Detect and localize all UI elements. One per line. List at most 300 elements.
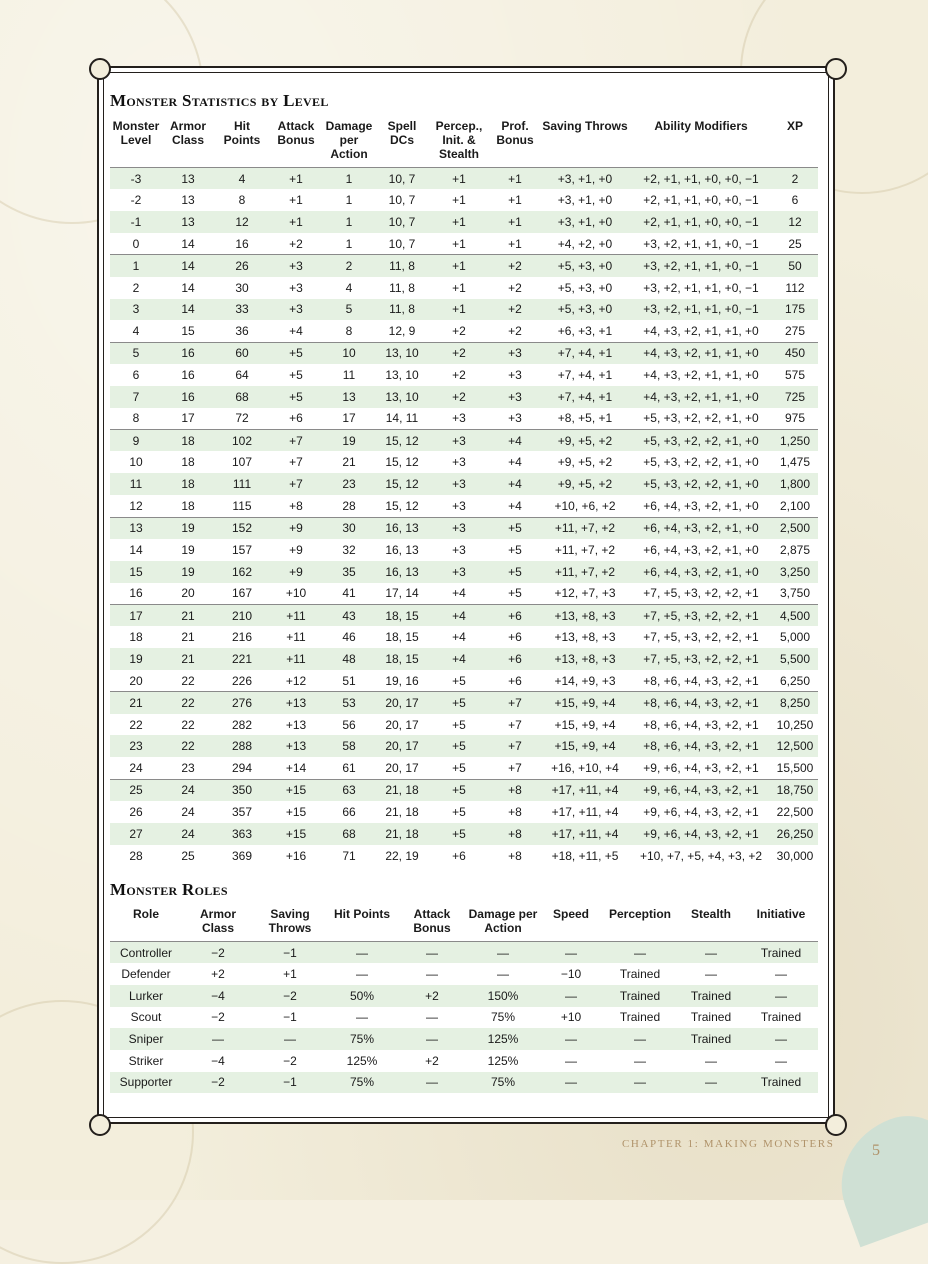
table-cell: +9, +6, +4, +3, +2, +1 [643, 760, 759, 775]
table-cell: — [634, 1053, 646, 1068]
table-cell: 12, 9 [388, 324, 416, 339]
table-cell: — [540, 942, 602, 964]
table-cell: +6, +3, +1 [557, 324, 613, 339]
table-cell: 28 [129, 848, 143, 863]
table-cell: 21 [342, 455, 356, 470]
table-cell: +5 [452, 804, 466, 819]
table-cell: 64 [235, 368, 249, 383]
table-cell: +3 [452, 498, 466, 513]
stats-row [110, 451, 818, 473]
table-cell: 61 [342, 760, 356, 775]
table-cell: 5 [110, 342, 162, 364]
table-cell: Trained [678, 985, 744, 1007]
table-cell: — [744, 985, 818, 1007]
table-cell: 107 [231, 455, 253, 470]
table-cell: 12 [772, 211, 818, 233]
table-cell: 18 [181, 455, 195, 470]
table-cell: +2 [452, 368, 466, 383]
stats-row [110, 714, 818, 736]
table-cell: — [426, 1010, 438, 1025]
table-cell: 68 [214, 386, 270, 408]
stats-row [110, 779, 818, 801]
table-cell: 16 [181, 368, 195, 383]
table-cell: +7, +5, +3, +2, +2, +1 [643, 586, 759, 601]
table-cell: 13 [322, 386, 376, 408]
table-cell: +5 [490, 561, 540, 583]
table-cell: 13, 10 [385, 368, 419, 383]
table-cell: +14 [285, 760, 307, 775]
table-cell: +15, +9, +4 [554, 717, 616, 732]
table-cell: +1 [428, 211, 490, 233]
table-cell: 16, 13 [385, 542, 419, 557]
table-cell: Trained [744, 1072, 818, 1094]
footer-chapter-title: CHAPTER 1: MAKING MONSTERS [622, 1138, 835, 1150]
table-cell: 50% [326, 985, 398, 1007]
table-cell: +16, +10, +4 [551, 760, 619, 775]
table-cell: 276 [214, 692, 270, 714]
table-cell: Trained [760, 1010, 802, 1025]
table-cell: 60 [214, 342, 270, 364]
table-cell: 10,250 [776, 717, 814, 732]
stats-row [110, 277, 818, 299]
table-cell: +2, +1, +1, +0, +0, −1 [630, 211, 772, 233]
stats-row [110, 583, 818, 605]
table-cell: 9 [110, 430, 162, 452]
table-cell: 12 [129, 498, 143, 513]
table-cell: 18, 15 [385, 630, 419, 645]
table-cell: 8,250 [772, 692, 818, 714]
role-row [110, 942, 818, 964]
table-cell: 175 [772, 299, 818, 321]
table-cell: 22,500 [776, 804, 814, 819]
table-cell: 18 [162, 473, 214, 495]
stats-row [110, 233, 818, 255]
table-cell: Trained [678, 1028, 744, 1050]
table-cell: +15 [270, 823, 322, 845]
stats-row [110, 408, 818, 430]
table-cell: +8 [490, 823, 540, 845]
table-cell: +7 [270, 430, 322, 452]
table-cell: +5 [270, 386, 322, 408]
table-cell: 17, 14 [385, 586, 419, 601]
table-cell: +6, +4, +3, +2, +1, +0 [630, 517, 772, 539]
table-cell: +8, +6, +4, +3, +2, +1 [643, 717, 759, 732]
table-cell: 48 [322, 648, 376, 670]
stats-row [110, 626, 818, 648]
table-cell: 725 [772, 386, 818, 408]
column-header: Spell DCs [387, 119, 417, 147]
table-cell: 26 [214, 255, 270, 277]
table-cell: 13 [162, 211, 214, 233]
table-cell: +3, +1, +0 [540, 211, 630, 233]
table-cell: 8 [238, 193, 246, 208]
table-cell: +3 [428, 473, 490, 495]
table-cell: 19 [181, 542, 195, 557]
monster-statistics-table [110, 119, 818, 867]
table-cell: 0 [132, 236, 140, 251]
table-cell: +5 [428, 779, 490, 801]
table-cell: 17 [181, 411, 195, 426]
table-cell: +7 [508, 760, 522, 775]
table-cell: +13, +8, +3 [540, 604, 630, 626]
table-cell: +5, +3, +2, +2, +1, +0 [630, 473, 772, 495]
table-cell: 19 [162, 517, 214, 539]
table-cell: Defender [121, 967, 171, 982]
table-cell: −2 [211, 1010, 225, 1025]
table-cell: Trained [744, 942, 818, 964]
table-cell: −4 [211, 1053, 225, 1068]
table-cell: 15, 12 [385, 455, 419, 470]
table-cell: — [254, 1028, 326, 1050]
table-cell: 68 [322, 823, 376, 845]
table-cell: +15 [285, 804, 307, 819]
stats-header-row [110, 119, 818, 168]
table-cell: 21 [162, 604, 214, 626]
table-cell: +3, +2, +1, +1, +0, −1 [643, 236, 759, 251]
table-cell: +5 [452, 673, 466, 688]
table-cell: 11, 8 [376, 255, 428, 277]
table-cell: +14, +9, +3 [554, 673, 616, 688]
table-cell: +3, +1, +0 [540, 168, 630, 190]
table-cell: 63 [322, 779, 376, 801]
table-cell: 10 [129, 455, 143, 470]
table-cell: 1,800 [772, 473, 818, 495]
table-cell: 3 [110, 299, 162, 321]
table-cell: +11 [270, 604, 322, 626]
table-cell: 16, 13 [376, 561, 428, 583]
table-cell: — [678, 942, 744, 964]
table-cell: +7, +5, +3, +2, +2, +1 [630, 604, 772, 626]
table-cell: +5, +3, +2, +2, +1, +0 [643, 455, 759, 470]
table-cell: +3, +2, +1, +1, +0, −1 [630, 299, 772, 321]
table-cell: 4 [214, 168, 270, 190]
table-cell: +11, +7, +2 [540, 517, 630, 539]
table-cell: +3 [452, 411, 466, 426]
table-cell: +2 [508, 324, 522, 339]
table-cell: +2 [452, 324, 466, 339]
table-cell: +1 [490, 211, 540, 233]
table-cell: 5,500 [772, 648, 818, 670]
table-cell: +9, +6, +4, +3, +2, +1 [643, 804, 759, 819]
table-cell: 17 [110, 604, 162, 626]
table-cell: +5 [452, 760, 466, 775]
table-cell: +2 [289, 236, 303, 251]
table-cell: 1 [322, 168, 376, 190]
table-cell: +13 [270, 735, 322, 757]
table-cell: 450 [772, 342, 818, 364]
table-cell: +1 [508, 236, 522, 251]
stats-row [110, 845, 818, 867]
table-cell: 51 [342, 673, 356, 688]
stats-row [110, 168, 818, 190]
table-cell: 35 [322, 561, 376, 583]
table-cell: +1 [428, 299, 490, 321]
column-header: Role [132, 907, 159, 921]
table-cell: 18, 15 [376, 604, 428, 626]
table-cell: 41 [342, 586, 356, 601]
stats-row [110, 757, 818, 779]
table-cell: +9 [270, 561, 322, 583]
table-cell: +4 [452, 630, 466, 645]
table-cell: +9, +5, +2 [540, 473, 630, 495]
frame-corner-ornament [89, 1114, 111, 1136]
table-cell: 282 [231, 717, 253, 732]
stats-row [110, 473, 818, 495]
table-cell: +5, +3, +2, +2, +1, +0 [643, 411, 759, 426]
table-cell: 14 [129, 542, 143, 557]
table-cell: +17, +11, +4 [551, 804, 619, 819]
table-cell: 1 [345, 193, 353, 208]
table-cell: 30 [322, 517, 376, 539]
table-cell: 2 [772, 168, 818, 190]
table-cell: 10, 7 [388, 193, 416, 208]
stats-row [110, 648, 818, 670]
table-cell: +9, +6, +4, +3, +2, +1 [630, 823, 772, 845]
table-cell: 30 [235, 280, 249, 295]
table-cell: 26 [129, 804, 143, 819]
table-cell: +1 [452, 280, 466, 295]
table-cell: +3 [508, 411, 522, 426]
table-cell: Trained [619, 967, 661, 982]
table-cell: −4 [182, 985, 254, 1007]
table-cell: +5 [508, 542, 522, 557]
table-cell: 15 [181, 324, 195, 339]
table-cell: +12, +7, +3 [554, 586, 616, 601]
table-cell: +13 [285, 717, 307, 732]
table-cell: +8 [508, 804, 522, 819]
table-cell: 58 [322, 735, 376, 757]
table-cell: +3, +1, +0 [557, 193, 613, 208]
table-cell: 112 [785, 280, 805, 295]
table-cell: +3 [428, 561, 490, 583]
table-cell: 221 [214, 648, 270, 670]
table-cell: 13, 10 [376, 342, 428, 364]
table-cell: — [565, 1053, 577, 1068]
table-cell: 75% [326, 1072, 398, 1094]
table-cell: 111 [214, 473, 270, 495]
table-cell: +13, +8, +3 [540, 648, 630, 670]
table-cell: 25 [181, 848, 195, 863]
table-cell: 15, 12 [376, 473, 428, 495]
table-cell: 369 [231, 848, 253, 863]
table-cell: +5, +3, +2, +2, +1, +0 [630, 430, 772, 452]
table-cell: +2 [398, 985, 466, 1007]
table-cell: 288 [214, 735, 270, 757]
table-cell: — [398, 942, 466, 964]
table-cell: -1 [110, 211, 162, 233]
stats-row [110, 342, 818, 364]
table-cell: +8 [289, 498, 303, 513]
table-cell: 32 [342, 542, 356, 557]
table-cell: 75% [326, 1028, 398, 1050]
table-cell: 2,100 [779, 498, 811, 513]
table-cell: — [775, 1053, 787, 1068]
table-cell: +3 [452, 542, 466, 557]
table-cell: 2 [322, 255, 376, 277]
column-header: Damage per Action [468, 907, 538, 935]
table-cell: +4 [508, 455, 522, 470]
table-cell: +1 [270, 168, 322, 190]
table-cell: +1 [490, 168, 540, 190]
table-cell: Lurker [110, 985, 182, 1007]
table-cell: 10, 7 [376, 168, 428, 190]
table-cell: 22 [162, 735, 214, 757]
table-cell: 275 [784, 324, 806, 339]
table-cell: 72 [235, 411, 249, 426]
table-cell: Trained [602, 985, 678, 1007]
table-cell: — [426, 967, 438, 982]
table-cell: +4 [490, 473, 540, 495]
table-cell: 125% [346, 1053, 378, 1068]
role-row [110, 1050, 818, 1072]
table-cell: +2 [490, 299, 540, 321]
table-cell: — [540, 1028, 602, 1050]
table-cell: +9, +5, +2 [557, 455, 613, 470]
stats-row [110, 364, 818, 386]
table-cell: -2 [130, 193, 142, 208]
table-cell: 17 [342, 411, 356, 426]
stats-section-title: Monster Statistics by Level [110, 91, 329, 110]
table-cell: — [398, 1028, 466, 1050]
table-cell: — [775, 967, 787, 982]
table-cell: 1 [322, 211, 376, 233]
table-cell: 22 [181, 717, 195, 732]
stats-row [110, 386, 818, 408]
table-cell: 15, 12 [385, 498, 419, 513]
table-cell: +3, +2, +1, +1, +0, −1 [643, 280, 759, 295]
stats-row [110, 539, 818, 561]
stats-row [110, 430, 818, 452]
table-cell: +17, +11, +4 [540, 779, 630, 801]
table-cell: 18,750 [772, 779, 818, 801]
table-cell: +7, +4, +1 [540, 342, 630, 364]
table-cell: 28 [342, 498, 356, 513]
table-cell: Sniper [110, 1028, 182, 1050]
table-cell: — [744, 1028, 818, 1050]
table-cell: 20, 17 [385, 717, 419, 732]
table-cell: +2 [425, 1053, 439, 1068]
table-cell: 4,500 [772, 604, 818, 626]
table-cell: 294 [231, 760, 253, 775]
table-cell: +5 [452, 717, 466, 732]
table-cell: +6, +4, +3, +2, +1, +0 [643, 542, 759, 557]
table-cell: 125% [487, 1053, 519, 1068]
table-cell: 12,500 [772, 735, 818, 757]
table-cell: +5 [490, 517, 540, 539]
table-cell: 22 [181, 673, 195, 688]
table-cell: +5 [270, 342, 322, 364]
table-cell: 6,250 [779, 673, 811, 688]
table-cell: 11 [342, 368, 356, 383]
column-header: Ability Modifiers [654, 119, 748, 133]
table-cell: +1 [428, 168, 490, 190]
table-cell: +6 [490, 604, 540, 626]
table-cell: +1 [452, 236, 466, 251]
table-cell: +2 [508, 280, 522, 295]
table-cell: 3,250 [772, 561, 818, 583]
column-header: Attack Bonus [277, 119, 315, 147]
table-cell: −1 [283, 1010, 297, 1025]
table-cell: 1 [345, 236, 353, 251]
table-cell: +5 [428, 692, 490, 714]
column-header: Perception [608, 907, 671, 921]
table-cell: 6 [791, 193, 799, 208]
table-cell: 102 [214, 430, 270, 452]
table-cell: 1 [110, 255, 162, 277]
table-cell: 16 [162, 386, 214, 408]
table-cell: 20 [181, 586, 195, 601]
monster-roles-table [110, 907, 818, 1093]
table-cell: +4 [428, 604, 490, 626]
table-cell: 33 [214, 299, 270, 321]
table-cell: +7 [270, 473, 322, 495]
table-cell: 15, 12 [376, 430, 428, 452]
column-header: Speed [552, 907, 589, 921]
table-cell: +1 [428, 255, 490, 277]
column-header: Percep., Init. & Stealth [435, 119, 483, 161]
table-cell: +11, +7, +2 [540, 561, 630, 583]
table-cell: +15, +9, +4 [540, 735, 630, 757]
stats-row [110, 517, 818, 539]
table-cell: +4 [289, 324, 303, 339]
table-cell: 18 [129, 630, 143, 645]
table-cell: Controller [110, 942, 182, 964]
table-cell: 21, 18 [376, 779, 428, 801]
table-cell: 350 [214, 779, 270, 801]
column-header: Stealth [690, 907, 731, 921]
table-cell: 14 [162, 255, 214, 277]
table-cell: 18, 15 [376, 648, 428, 670]
table-cell: 46 [342, 630, 356, 645]
table-cell: 22 [129, 717, 143, 732]
table-cell: +10, +7, +5, +4, +3, +2 [639, 848, 763, 863]
column-header: Prof. Bonus [496, 119, 534, 147]
table-cell: 75% [466, 1072, 540, 1094]
table-cell: — [678, 1072, 744, 1094]
stats-row [110, 211, 818, 233]
column-header: Armor Class [199, 907, 236, 935]
table-cell: 11, 8 [389, 280, 415, 295]
table-cell: -3 [110, 168, 162, 190]
stats-row [110, 670, 818, 692]
table-cell: 3,750 [779, 586, 811, 601]
table-cell: +1 [508, 193, 522, 208]
table-cell: 26,250 [772, 823, 818, 845]
table-cell: −1 [254, 1072, 326, 1094]
table-cell: 16 [129, 586, 143, 601]
table-cell: +7 [289, 455, 303, 470]
table-cell: 22, 19 [385, 848, 419, 863]
stats-row [110, 604, 818, 626]
stats-row [110, 255, 818, 277]
table-cell: 20, 17 [376, 735, 428, 757]
table-cell: 15,500 [776, 760, 814, 775]
table-cell: 24 [162, 823, 214, 845]
table-cell: 210 [214, 604, 270, 626]
table-cell: 24 [129, 760, 143, 775]
table-cell: +6 [490, 648, 540, 670]
table-cell: 24 [181, 804, 195, 819]
table-cell: 23 [322, 473, 376, 495]
table-cell: 115 [232, 498, 252, 513]
table-cell: +10 [560, 1010, 582, 1025]
table-cell: +7 [508, 717, 522, 732]
table-cell: +8, +6, +4, +3, +2, +1 [643, 673, 759, 688]
table-cell: +1 [270, 211, 322, 233]
table-cell: +13, +8, +3 [554, 630, 616, 645]
table-cell: 11, 8 [376, 299, 428, 321]
table-cell: 21 [110, 692, 162, 714]
